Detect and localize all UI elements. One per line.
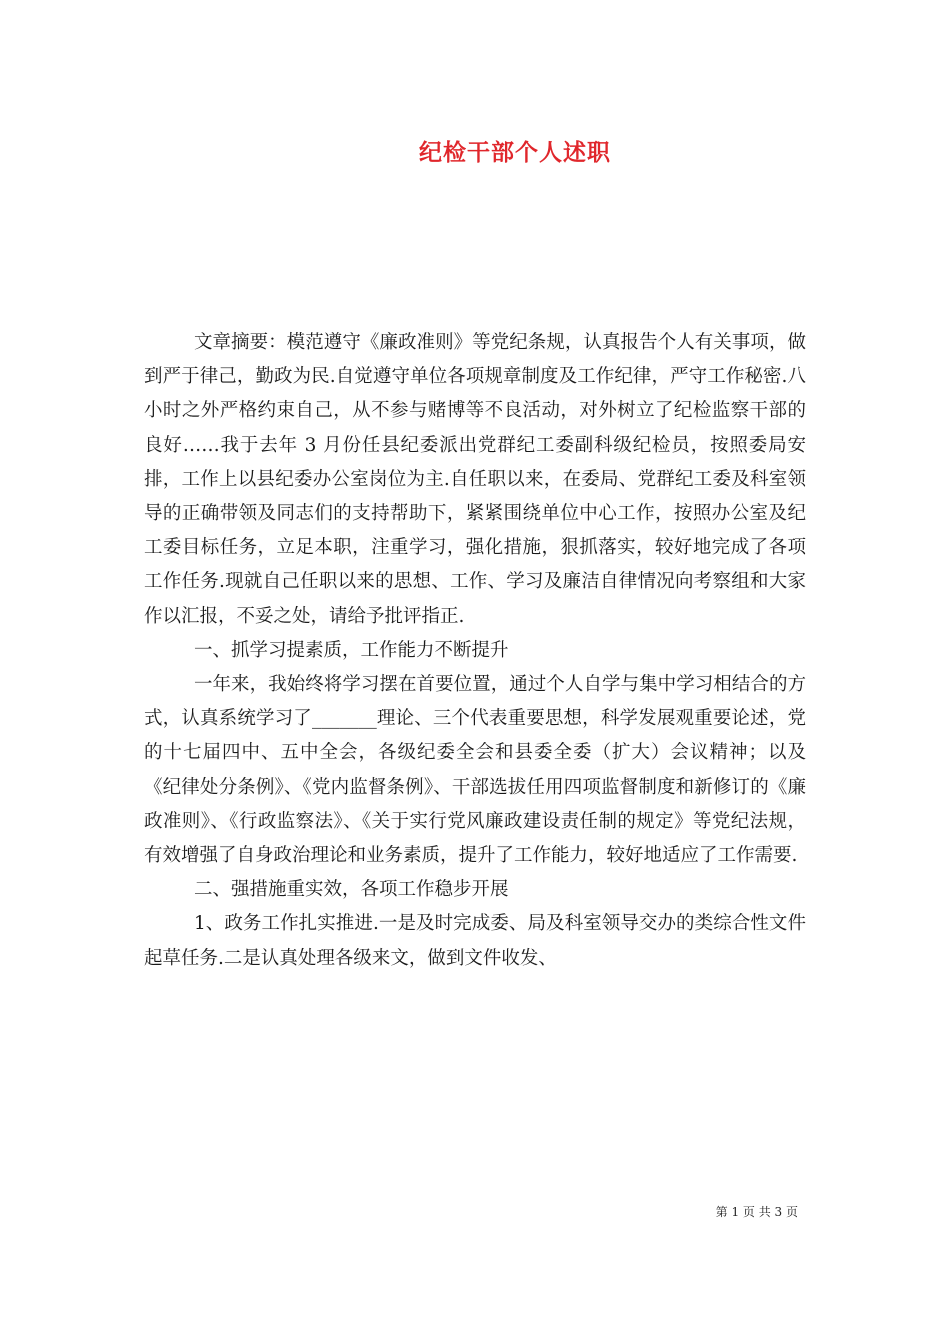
document-body: [144, 326, 806, 976]
section-heading-2: 二、强措施重实效，各项工作稳步开展: [193, 879, 509, 901]
page-footer: 第 1 页 共 3 页: [715, 1205, 798, 1219]
document-title: 纪检干部个人述职: [419, 139, 611, 166]
document-title-wrap: [0, 134, 950, 167]
paragraph-abstract: 文章摘要：模范遵守《廉政准则》等党纪条规，认真报告个人有关事项，做到严于律己，勤政为民.自觉遵守单位各项规章制度及工作纪律，严守工作秘密.八小时之外严格约束自己，从不参与赌博等不良活动，对外树立了纪检监察干部的良好……我于去年 3 月份任县纪委派出党群纪工委副科级纪检员，按照委局安排，工作上以县纪委办公室岗位为主.自任职以来，在委局、党群纪工委及科室领导的正确带领及同志们的支持帮助下，紧紧围绕单位中心工作，按照办公室及纪工委目标任务，立足本职，注重学习，强化措施，狠抓落实，较好地完成了各项工作任务.现就自己任职以来的思想、工作、学习及廉洁自律情况向考察组和大家作以汇报，不妥之处，请给予批评指正.: [144, 332, 806, 627]
paragraph-study: 一年来，我始终将学习摆在首要位置，通过个人自学与集中学习相结合的方式，认真系统学习了_______理论、三个代表重要思想，科学发展观重要论述，党的十七届四中、五中全会，各级纪委全会和县委全委（扩大）会议精神；以及《纪律处分条例》、《党内监督条例》、干部选拔任用四项监督制度和新修订的《廉政准则》、《行政监察法》、《关于实行党风廉政建设责任制的规定》等党纪法规，有效增强了自身政治理论和业务素质，提升了工作能力，较好地适应了工作需要.: [144, 674, 806, 867]
paragraph-government-work: 1、政务工作扎实推进.一是及时完成委、局及科室领导交办的类综合性文件起草任务.二是认真处理各级来文，做到文件收发、: [144, 913, 806, 969]
section-heading-1: 一、抓学习提素质，工作能力不断提升: [193, 639, 509, 661]
